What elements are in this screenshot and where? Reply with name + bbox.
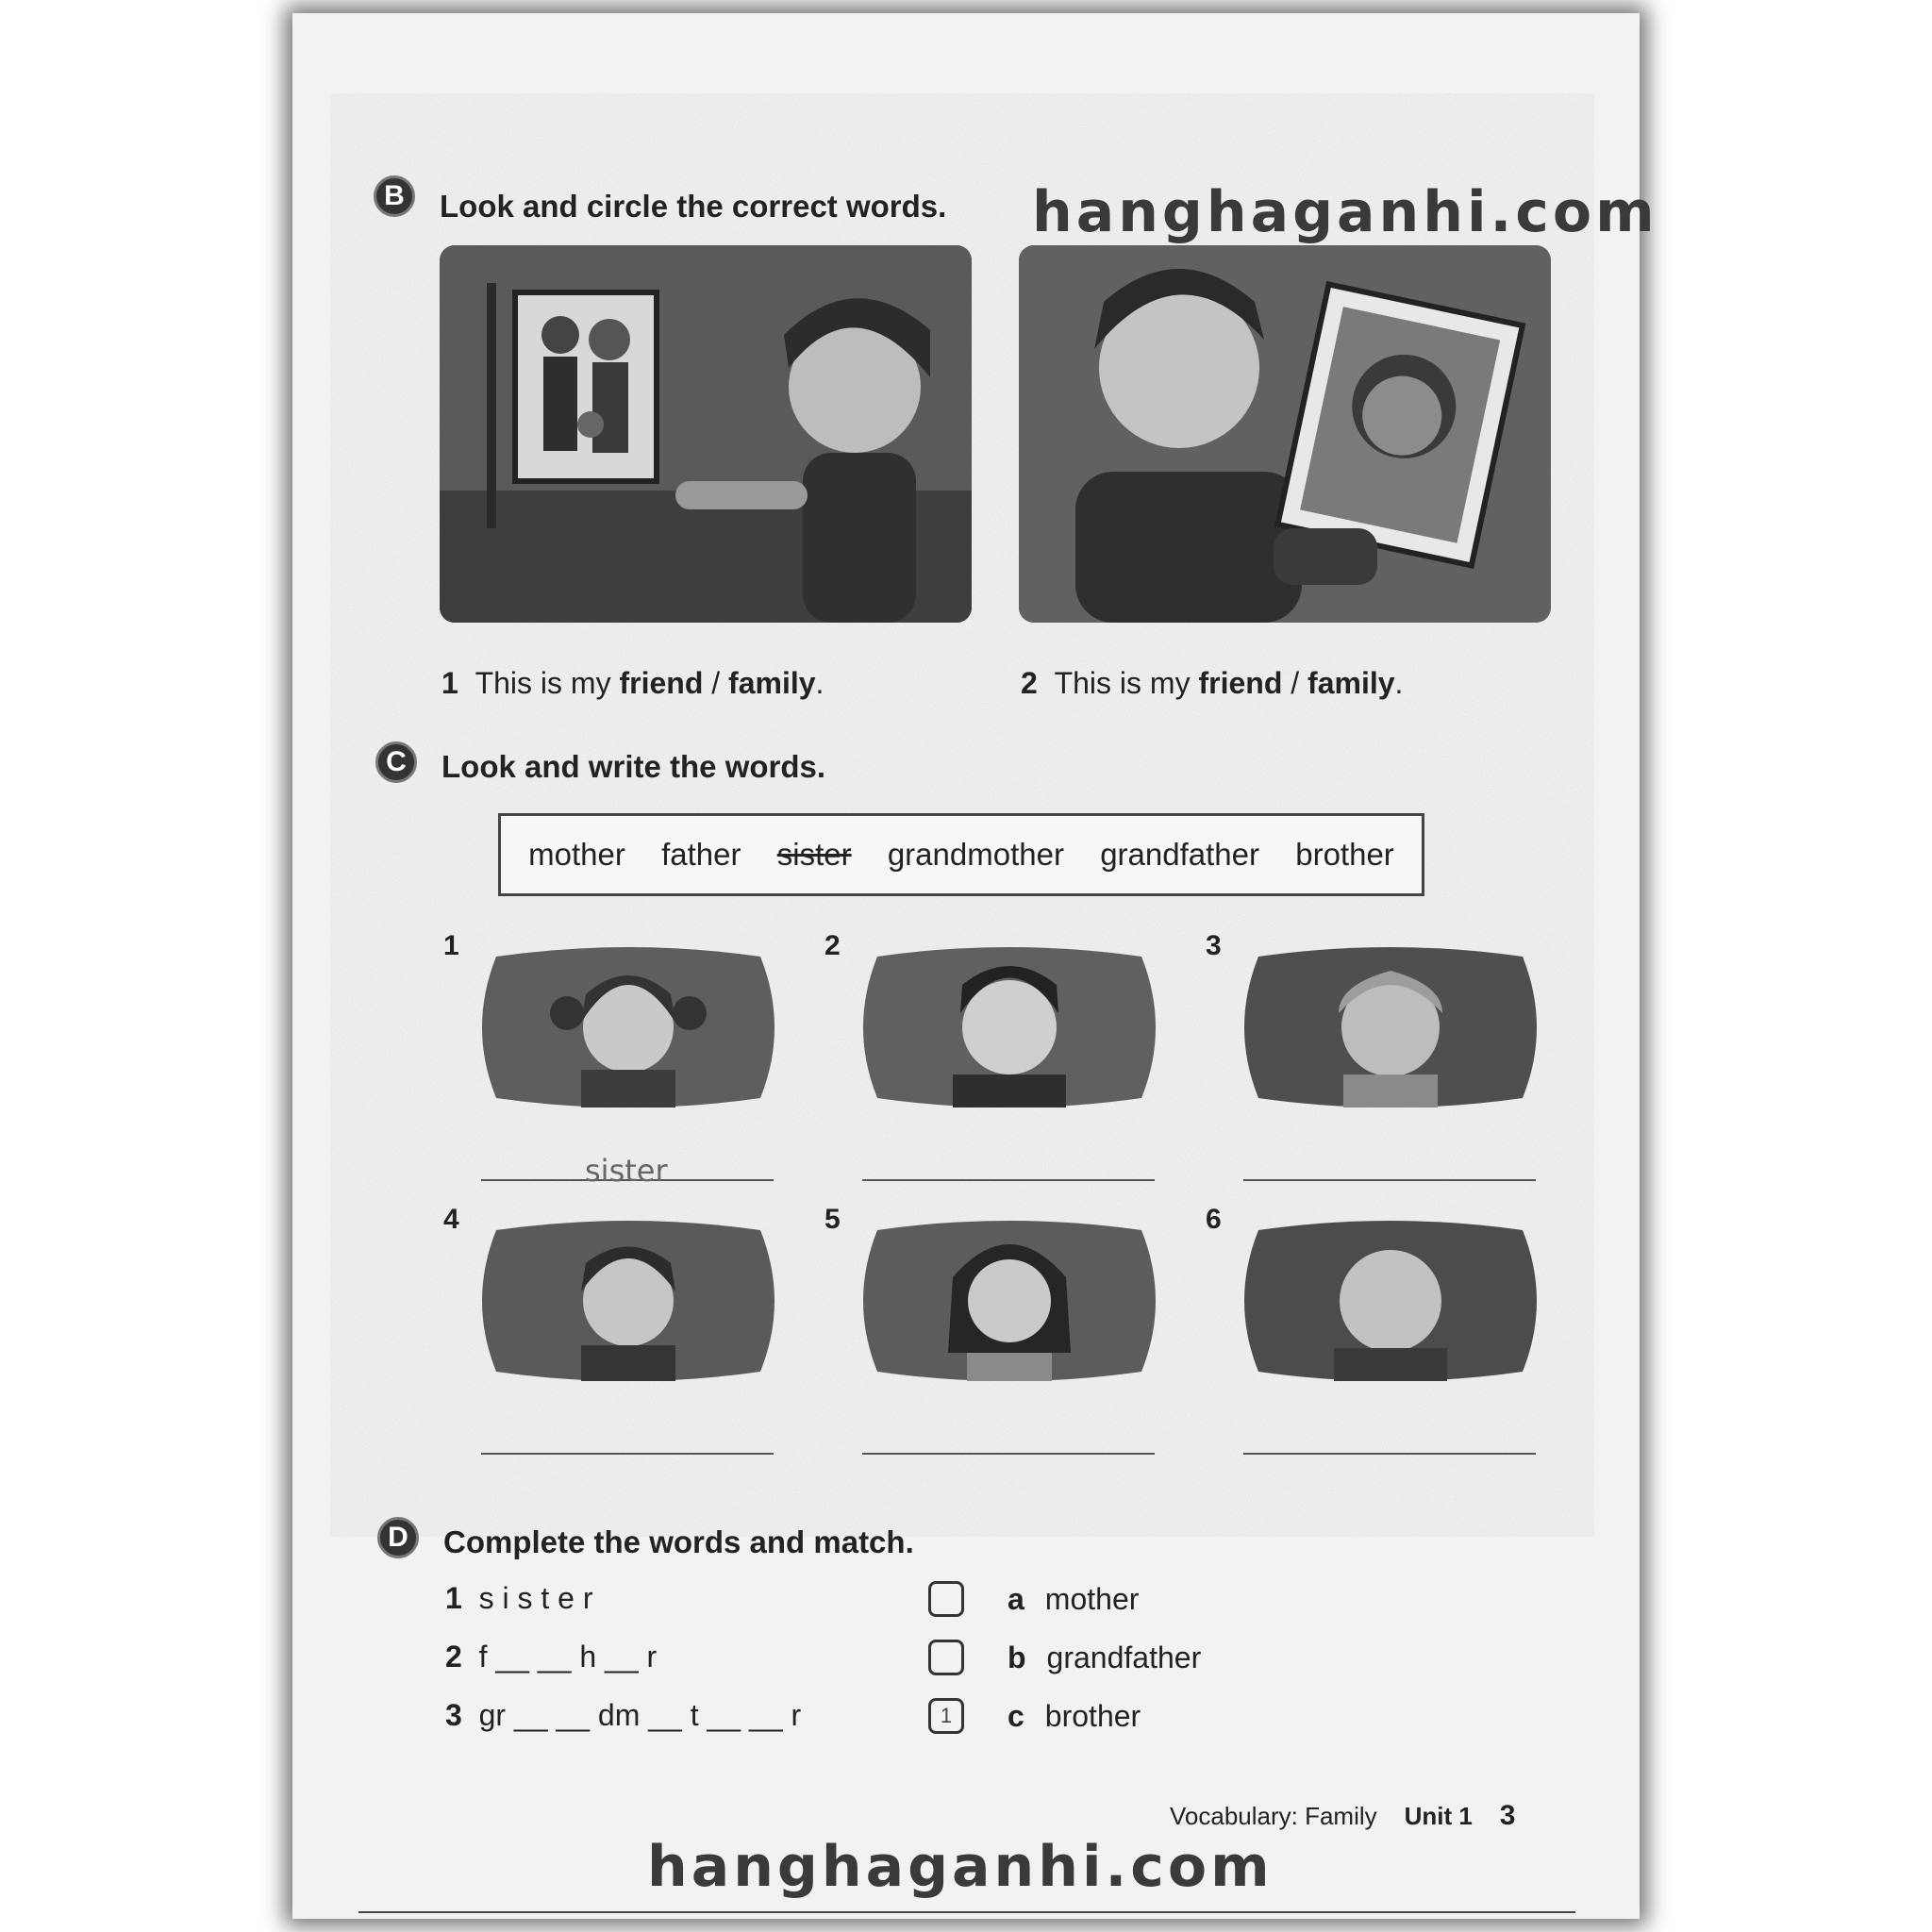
match-option-b <box>928 1640 1201 1675</box>
section-b-item-1 <box>441 666 824 701</box>
answer-line-3[interactable] <box>1243 1177 1536 1181</box>
match-letter-c: c <box>1008 1698 1024 1733</box>
match-option-c <box>928 1698 1141 1734</box>
watermark-top: hanghaganhi.com <box>1032 179 1658 245</box>
match-letter-b: b <box>1008 1640 1026 1674</box>
section-b-badge: B <box>374 175 415 217</box>
section-d-heading: Complete the words and match. <box>443 1524 914 1559</box>
footer-page-number: 3 <box>1499 1800 1516 1831</box>
portrait-grandfather <box>1240 1221 1541 1381</box>
answer-line-4[interactable] <box>481 1451 774 1455</box>
bottom-rule <box>358 1911 1575 1913</box>
portrait-number-6: 6 <box>1206 1204 1222 1235</box>
picture-boy-friend-photo <box>1019 245 1551 623</box>
complete-word-2-text[interactable]: f __ __ h __ r <box>478 1640 658 1674</box>
answer-line-6[interactable] <box>1243 1451 1536 1455</box>
portrait-number-4: 4 <box>443 1204 459 1235</box>
item-2-prefix: This is my <box>1054 666 1199 700</box>
complete-word-3-text[interactable]: gr __ __ dm __ t __ __ r <box>478 1698 802 1732</box>
answer-line-5[interactable] <box>862 1451 1155 1455</box>
item-1-option-friend[interactable]: friend <box>619 666 704 700</box>
item-2-option-family[interactable]: family <box>1307 666 1395 700</box>
word-grandmother: grandmother <box>887 837 1064 872</box>
worksheet-page <box>292 13 1658 1919</box>
complete-word-2-number: 2 <box>445 1640 462 1674</box>
portrait-number-3: 3 <box>1206 930 1222 961</box>
item-2-end: . <box>1394 666 1404 700</box>
match-option-a <box>928 1581 1139 1617</box>
section-d-badge: D <box>377 1517 419 1558</box>
match-word-a: mother <box>1044 1581 1140 1616</box>
item-2-number: 2 <box>1021 666 1038 700</box>
girl-family-photo-illustration <box>440 245 972 623</box>
picture-girl-family-photo <box>440 245 972 623</box>
match-word-c: brother <box>1044 1698 1141 1733</box>
section-b-item-2 <box>1021 666 1403 701</box>
page-footer <box>1170 1800 1515 1832</box>
section-c-heading: Look and write the words. <box>441 749 826 784</box>
section-b-heading: Look and circle the correct words. <box>440 189 947 224</box>
portrait-father <box>858 947 1160 1108</box>
word-mother: mother <box>528 837 625 872</box>
item-1-option-family[interactable]: family <box>728 666 816 700</box>
section-c-badge: C <box>375 741 417 783</box>
item-1-end: . <box>815 666 824 700</box>
footer-unit: Unit 1 <box>1404 1802 1473 1830</box>
item-1-prefix: This is my <box>475 666 620 700</box>
complete-word-1-number: 1 <box>445 1581 462 1615</box>
portrait-number-5: 5 <box>824 1204 841 1235</box>
complete-word-3-number: 3 <box>445 1698 462 1732</box>
portrait-number-1: 1 <box>443 930 459 961</box>
word-brother: brother <box>1295 837 1394 872</box>
complete-word-2 <box>445 1640 657 1674</box>
word-grandfather: grandfather <box>1100 837 1259 872</box>
word-sister-crossed: sister <box>776 837 852 872</box>
boy-friend-photo-illustration <box>1019 245 1551 623</box>
complete-word-1-text[interactable]: s i s t e r <box>478 1581 593 1615</box>
complete-word-1 <box>445 1581 592 1616</box>
portrait-number-2: 2 <box>824 930 841 961</box>
item-2-option-friend[interactable]: friend <box>1198 666 1283 700</box>
match-word-b: grandfather <box>1046 1640 1202 1674</box>
complete-word-3 <box>445 1698 801 1733</box>
portrait-brother <box>477 1221 779 1381</box>
answer-line-2[interactable] <box>862 1177 1155 1181</box>
match-box-c[interactable]: 1 <box>928 1698 964 1734</box>
portrait-mother <box>858 1221 1160 1381</box>
item-1-number: 1 <box>441 666 458 700</box>
footer-topic: Vocabulary: Family <box>1170 1802 1377 1830</box>
match-box-b[interactable] <box>928 1640 964 1675</box>
word-father: father <box>661 837 741 872</box>
match-box-a[interactable] <box>928 1581 964 1617</box>
portrait-girl <box>477 947 779 1108</box>
watermark-bottom: hanghaganhi.com <box>647 1834 1274 1900</box>
item-2-separator: / <box>1282 666 1308 700</box>
word-box <box>498 813 1424 896</box>
answer-1-text: sister <box>585 1153 668 1189</box>
portrait-grandmother <box>1240 947 1541 1108</box>
item-1-separator: / <box>703 666 729 700</box>
match-letter-a: a <box>1008 1581 1024 1616</box>
